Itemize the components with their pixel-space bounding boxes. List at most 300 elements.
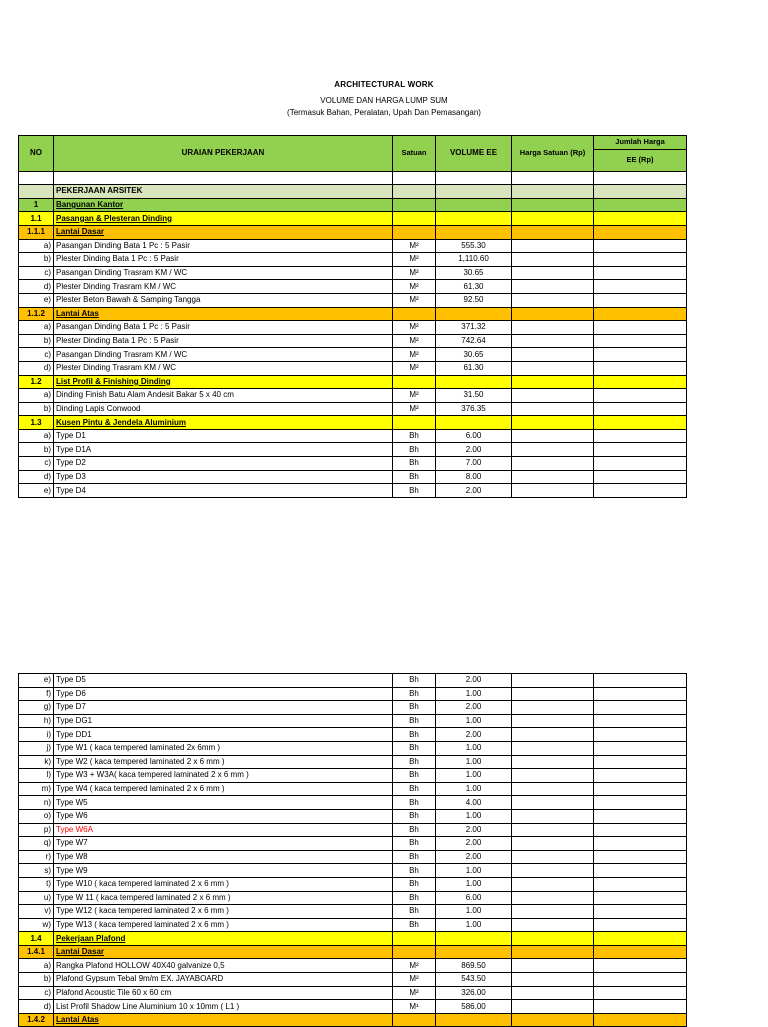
section-row [19,212,687,226]
row-description: Plafond Acoustic Tile 60 x 60 cm [54,986,393,1000]
row-unit-price [512,877,594,891]
row-unit: M² [393,348,436,362]
row-volume [436,198,512,212]
row-unit: Bh [393,905,436,919]
row-description: Pasangan Dinding Bata 1 Pc : 5 Pasir [54,321,393,335]
row-number: v) [19,905,54,919]
row-number: t) [19,877,54,891]
row-unit-price [512,443,594,457]
row-volume: 1.00 [436,755,512,769]
table-row [19,728,687,742]
row-unit-price [512,891,594,905]
row-number: r) [19,850,54,864]
row-unit-price [512,348,594,362]
table-row [19,470,687,484]
row-number: c) [19,457,54,471]
row-unit: Bh [393,741,436,755]
row-total-price [594,484,687,498]
row-volume: 30.65 [436,266,512,280]
row-total-price [594,457,687,471]
row-unit-price [512,1013,594,1027]
row-unit: M² [393,334,436,348]
row-description: Type W4 ( kaca tempered laminated 2 x 6 mm ) [54,782,393,796]
header-satuan: Satuan [393,136,436,172]
row-total-price [594,932,687,946]
row-description: Type W9 [54,864,393,878]
row-description: Type DG1 [54,714,393,728]
row-total-price [594,348,687,362]
row-unit-price [512,484,594,498]
row-unit-price [512,905,594,919]
table-row [19,796,687,810]
row-description: Lantai Dasar [54,945,393,959]
row-unit-price [512,239,594,253]
row-number: 1.4 [19,932,54,946]
row-volume [436,171,512,185]
row-number: 1.1.1 [19,225,54,239]
row-total-price [594,185,687,199]
row-description: Pasangan & Plesteran Dinding [54,212,393,226]
row-total-price [594,280,687,294]
row-volume: 2.00 [436,701,512,715]
row-total-price [594,741,687,755]
row-unit-price [512,918,594,932]
row-total-price [594,470,687,484]
row-unit-price [512,986,594,1000]
row-description: Rangka Plafond HOLLOW 40X40 galvanize 0,5 [54,959,393,973]
row-total-price [594,728,687,742]
row-volume: 1,110.60 [436,253,512,267]
row-number: w) [19,918,54,932]
row-total-price [594,1000,687,1014]
row-unit-price [512,796,594,810]
row-volume: 1.00 [436,809,512,823]
row-volume [436,1013,512,1027]
section-row [19,1013,687,1027]
table-row [19,280,687,294]
table-row [19,850,687,864]
row-number: m) [19,782,54,796]
table-row [19,402,687,416]
row-number: c) [19,348,54,362]
row-description: Type DD1 [54,728,393,742]
row-description: Type W12 ( kaca tempered laminated 2 x 6 mm ) [54,905,393,919]
row-total-price [594,389,687,403]
row-total-price [594,307,687,321]
row-description: Pasangan Dinding Trasram KM / WC [54,266,393,280]
row-volume: 1.00 [436,782,512,796]
row-unit-price [512,280,594,294]
table-row [19,1000,687,1014]
document-subtitle: VOLUME DAN HARGA LUMP SUM [320,96,448,105]
row-total-price [594,891,687,905]
row-unit-price [512,185,594,199]
table-row [19,973,687,987]
row-description: Type W 11 ( kaca tempered laminated 2 x 6 mm ) [54,891,393,905]
row-number: j) [19,741,54,755]
row-description: Type W7 [54,837,393,851]
row-unit: Bh [393,687,436,701]
header-uraian: URAIAN PEKERJAAN [54,136,393,172]
row-volume: 869.50 [436,959,512,973]
row-number: s) [19,864,54,878]
row-total-price [594,877,687,891]
row-description: Plester Beton Bawah & Samping Tangga [54,293,393,307]
table-header-row [19,136,687,150]
row-unit: Bh [393,782,436,796]
row-number: a) [19,959,54,973]
row-unit: M² [393,973,436,987]
row-total-price [594,402,687,416]
row-unit-price [512,809,594,823]
row-number: a) [19,239,54,253]
header-harga-satuan: Harga Satuan (Rp) [512,136,594,172]
table-row [19,239,687,253]
row-total-price [594,334,687,348]
row-unit-price [512,225,594,239]
row-number [19,185,54,199]
row-total-price [594,809,687,823]
document-subtitle-note: (Termasuk Bahan, Peralatan, Upah Dan Pemasangan) [287,108,481,117]
row-description: List Profil Shadow Line Aluminium 10 x 10mm ( L1 ) [54,1000,393,1014]
row-unit-price [512,470,594,484]
table-row [19,864,687,878]
row-total-price [594,198,687,212]
row-unit: Bh [393,714,436,728]
row-unit: M² [393,280,436,294]
row-unit: Bh [393,850,436,864]
row-volume: 61.30 [436,280,512,294]
row-number: 1.2 [19,375,54,389]
row-volume: 2.00 [436,443,512,457]
row-volume [436,932,512,946]
row-unit [393,212,436,226]
row-number: l) [19,769,54,783]
row-unit: M² [393,361,436,375]
section-row [19,185,687,199]
row-volume: 326.00 [436,986,512,1000]
row-unit-price [512,416,594,430]
row-volume: 1.00 [436,918,512,932]
table-row [19,443,687,457]
row-volume: 1.00 [436,687,512,701]
row-unit: M² [393,321,436,335]
row-volume: 8.00 [436,470,512,484]
row-total-price [594,443,687,457]
row-unit: Bh [393,755,436,769]
table-row [19,348,687,362]
row-volume [436,945,512,959]
row-unit: Bh [393,796,436,810]
boq-table-page-1 [18,135,687,498]
row-unit [393,416,436,430]
row-description: Type W8 [54,850,393,864]
row-volume: 2.00 [436,674,512,688]
row-unit-price [512,755,594,769]
table-row [19,457,687,471]
row-number: b) [19,973,54,987]
row-number: p) [19,823,54,837]
row-volume: 1.00 [436,877,512,891]
row-unit-price [512,674,594,688]
row-description: Type W3 + W3A( kaca tempered laminated 2 x 6 mm ) [54,769,393,783]
row-description: Type D1 [54,429,393,443]
table-row [19,253,687,267]
row-unit [393,185,436,199]
row-number: b) [19,334,54,348]
row-unit-price [512,334,594,348]
row-description: Plafond Gypsum Tebal 9m/m EX. JAYABOARD [54,973,393,987]
row-number: b) [19,253,54,267]
row-unit-price [512,741,594,755]
header-jumlah-harga: Jumlah Harga [594,136,687,150]
row-total-price [594,171,687,185]
row-description: Type W2 ( kaca tempered laminated 2 x 6 mm ) [54,755,393,769]
row-number: u) [19,891,54,905]
row-total-price [594,253,687,267]
row-unit: Bh [393,837,436,851]
row-volume: 1.00 [436,741,512,755]
row-total-price [594,918,687,932]
table-row [19,701,687,715]
row-unit-price [512,945,594,959]
row-unit: Bh [393,809,436,823]
row-unit: M² [393,293,436,307]
row-total-price [594,796,687,810]
row-description: Type W10 ( kaca tempered laminated 2 x 6 mm ) [54,877,393,891]
row-unit-price [512,361,594,375]
row-unit: Bh [393,891,436,905]
row-number: n) [19,796,54,810]
table-row [19,877,687,891]
header-no: NO [19,136,54,172]
row-total-price [594,959,687,973]
row-total-price [594,266,687,280]
row-number: b) [19,443,54,457]
row-total-price [594,239,687,253]
table-row [19,334,687,348]
section-row [19,225,687,239]
row-number: c) [19,986,54,1000]
row-volume [436,212,512,226]
row-total-price [594,823,687,837]
row-number: 1.4.2 [19,1013,54,1027]
row-unit: M² [393,402,436,416]
row-description [54,171,393,185]
row-volume: 1.00 [436,714,512,728]
row-unit-price [512,389,594,403]
row-number: 1.4.1 [19,945,54,959]
row-unit: Bh [393,429,436,443]
row-unit-price [512,728,594,742]
table-row [19,782,687,796]
row-total-price [594,321,687,335]
row-unit: M² [393,389,436,403]
section-row [19,198,687,212]
row-unit-price [512,253,594,267]
row-unit: Bh [393,823,436,837]
row-unit [393,1013,436,1027]
row-unit-price [512,782,594,796]
row-description: Type D4 [54,484,393,498]
row-number: 1.3 [19,416,54,430]
row-total-price [594,864,687,878]
row-number: a) [19,429,54,443]
row-description: Type D3 [54,470,393,484]
row-volume: 2.00 [436,850,512,864]
row-total-price [594,687,687,701]
table-row [19,769,687,783]
row-unit-price [512,307,594,321]
row-number: d) [19,1000,54,1014]
row-total-price [594,416,687,430]
row-unit: Bh [393,484,436,498]
row-number: q) [19,837,54,851]
boq-table-page-2 [18,673,687,1027]
row-total-price [594,973,687,987]
row-total-price [594,755,687,769]
row-unit: Bh [393,918,436,932]
row-unit [393,171,436,185]
row-unit [393,307,436,321]
row-volume [436,416,512,430]
row-number: e) [19,484,54,498]
row-unit: Bh [393,470,436,484]
table-row [19,321,687,335]
row-unit: M² [393,253,436,267]
row-volume: 2.00 [436,484,512,498]
row-volume: 92.50 [436,293,512,307]
row-volume: 30.65 [436,348,512,362]
row-unit: Bh [393,457,436,471]
row-number [19,171,54,185]
table-row [19,823,687,837]
row-number: f) [19,687,54,701]
table-row [19,809,687,823]
row-volume: 376.35 [436,402,512,416]
row-volume: 6.00 [436,891,512,905]
row-description: Type W6A [54,823,393,837]
row-description: Plester Dinding Trasram KM / WC [54,280,393,294]
row-unit-price [512,837,594,851]
section-row [19,171,687,185]
row-number: i) [19,728,54,742]
row-total-price [594,945,687,959]
table-row [19,986,687,1000]
row-unit-price [512,701,594,715]
row-total-price [594,850,687,864]
row-total-price [594,375,687,389]
row-unit: Bh [393,728,436,742]
row-number: 1 [19,198,54,212]
row-unit-price [512,864,594,878]
row-volume: 371.32 [436,321,512,335]
table-row [19,429,687,443]
row-number: c) [19,266,54,280]
row-description: Pasangan Dinding Bata 1 Pc : 5 Pasir [54,239,393,253]
row-unit-price [512,375,594,389]
header-ee-rp: EE (Rp) [594,149,687,171]
row-unit: Bh [393,701,436,715]
row-number: e) [19,674,54,688]
row-number: a) [19,321,54,335]
table-row [19,741,687,755]
table-row [19,891,687,905]
row-unit-price [512,212,594,226]
table-row [19,959,687,973]
table-row [19,484,687,498]
row-unit [393,198,436,212]
table-row [19,674,687,688]
row-unit [393,945,436,959]
row-number: d) [19,280,54,294]
row-unit: M¹ [393,1000,436,1014]
table-row [19,918,687,932]
row-volume: 543.50 [436,973,512,987]
header-volume: VOLUME EE [436,136,512,172]
row-total-price [594,986,687,1000]
row-description: Type D2 [54,457,393,471]
row-volume: 586.00 [436,1000,512,1014]
row-description: Plester Dinding Bata 1 Pc : 5 Pasir [54,334,393,348]
row-volume [436,375,512,389]
row-unit: M² [393,239,436,253]
row-unit: Bh [393,674,436,688]
row-unit-price [512,293,594,307]
table-row [19,714,687,728]
row-unit-price [512,932,594,946]
row-description: Type W1 ( kaca tempered laminated 2x 6mm ) [54,741,393,755]
row-description: PEKERJAAN ARSITEK [54,185,393,199]
row-volume: 1.00 [436,905,512,919]
row-description: Type D7 [54,701,393,715]
row-unit: Bh [393,877,436,891]
row-number: 1.1 [19,212,54,226]
row-total-price [594,714,687,728]
table-row [19,837,687,851]
row-volume [436,225,512,239]
table-row [19,755,687,769]
row-unit-price [512,850,594,864]
row-unit-price [512,457,594,471]
row-unit: M² [393,986,436,1000]
row-total-price [594,225,687,239]
table-row [19,361,687,375]
row-unit-price [512,266,594,280]
row-description: Type W5 [54,796,393,810]
section-row [19,307,687,321]
row-volume [436,185,512,199]
row-volume: 2.00 [436,837,512,851]
row-description: Lantai Atas [54,307,393,321]
row-number: d) [19,361,54,375]
row-total-price [594,769,687,783]
row-total-price [594,429,687,443]
row-volume: 7.00 [436,457,512,471]
table-row [19,266,687,280]
row-total-price [594,212,687,226]
row-volume: 61.30 [436,361,512,375]
section-row [19,932,687,946]
row-description: Type D6 [54,687,393,701]
row-number: k) [19,755,54,769]
row-unit: M² [393,266,436,280]
row-unit-price [512,769,594,783]
row-unit-price [512,171,594,185]
row-description: Type W13 ( kaca tempered laminated 2 x 6 mm ) [54,918,393,932]
row-number: g) [19,701,54,715]
table-row [19,293,687,307]
